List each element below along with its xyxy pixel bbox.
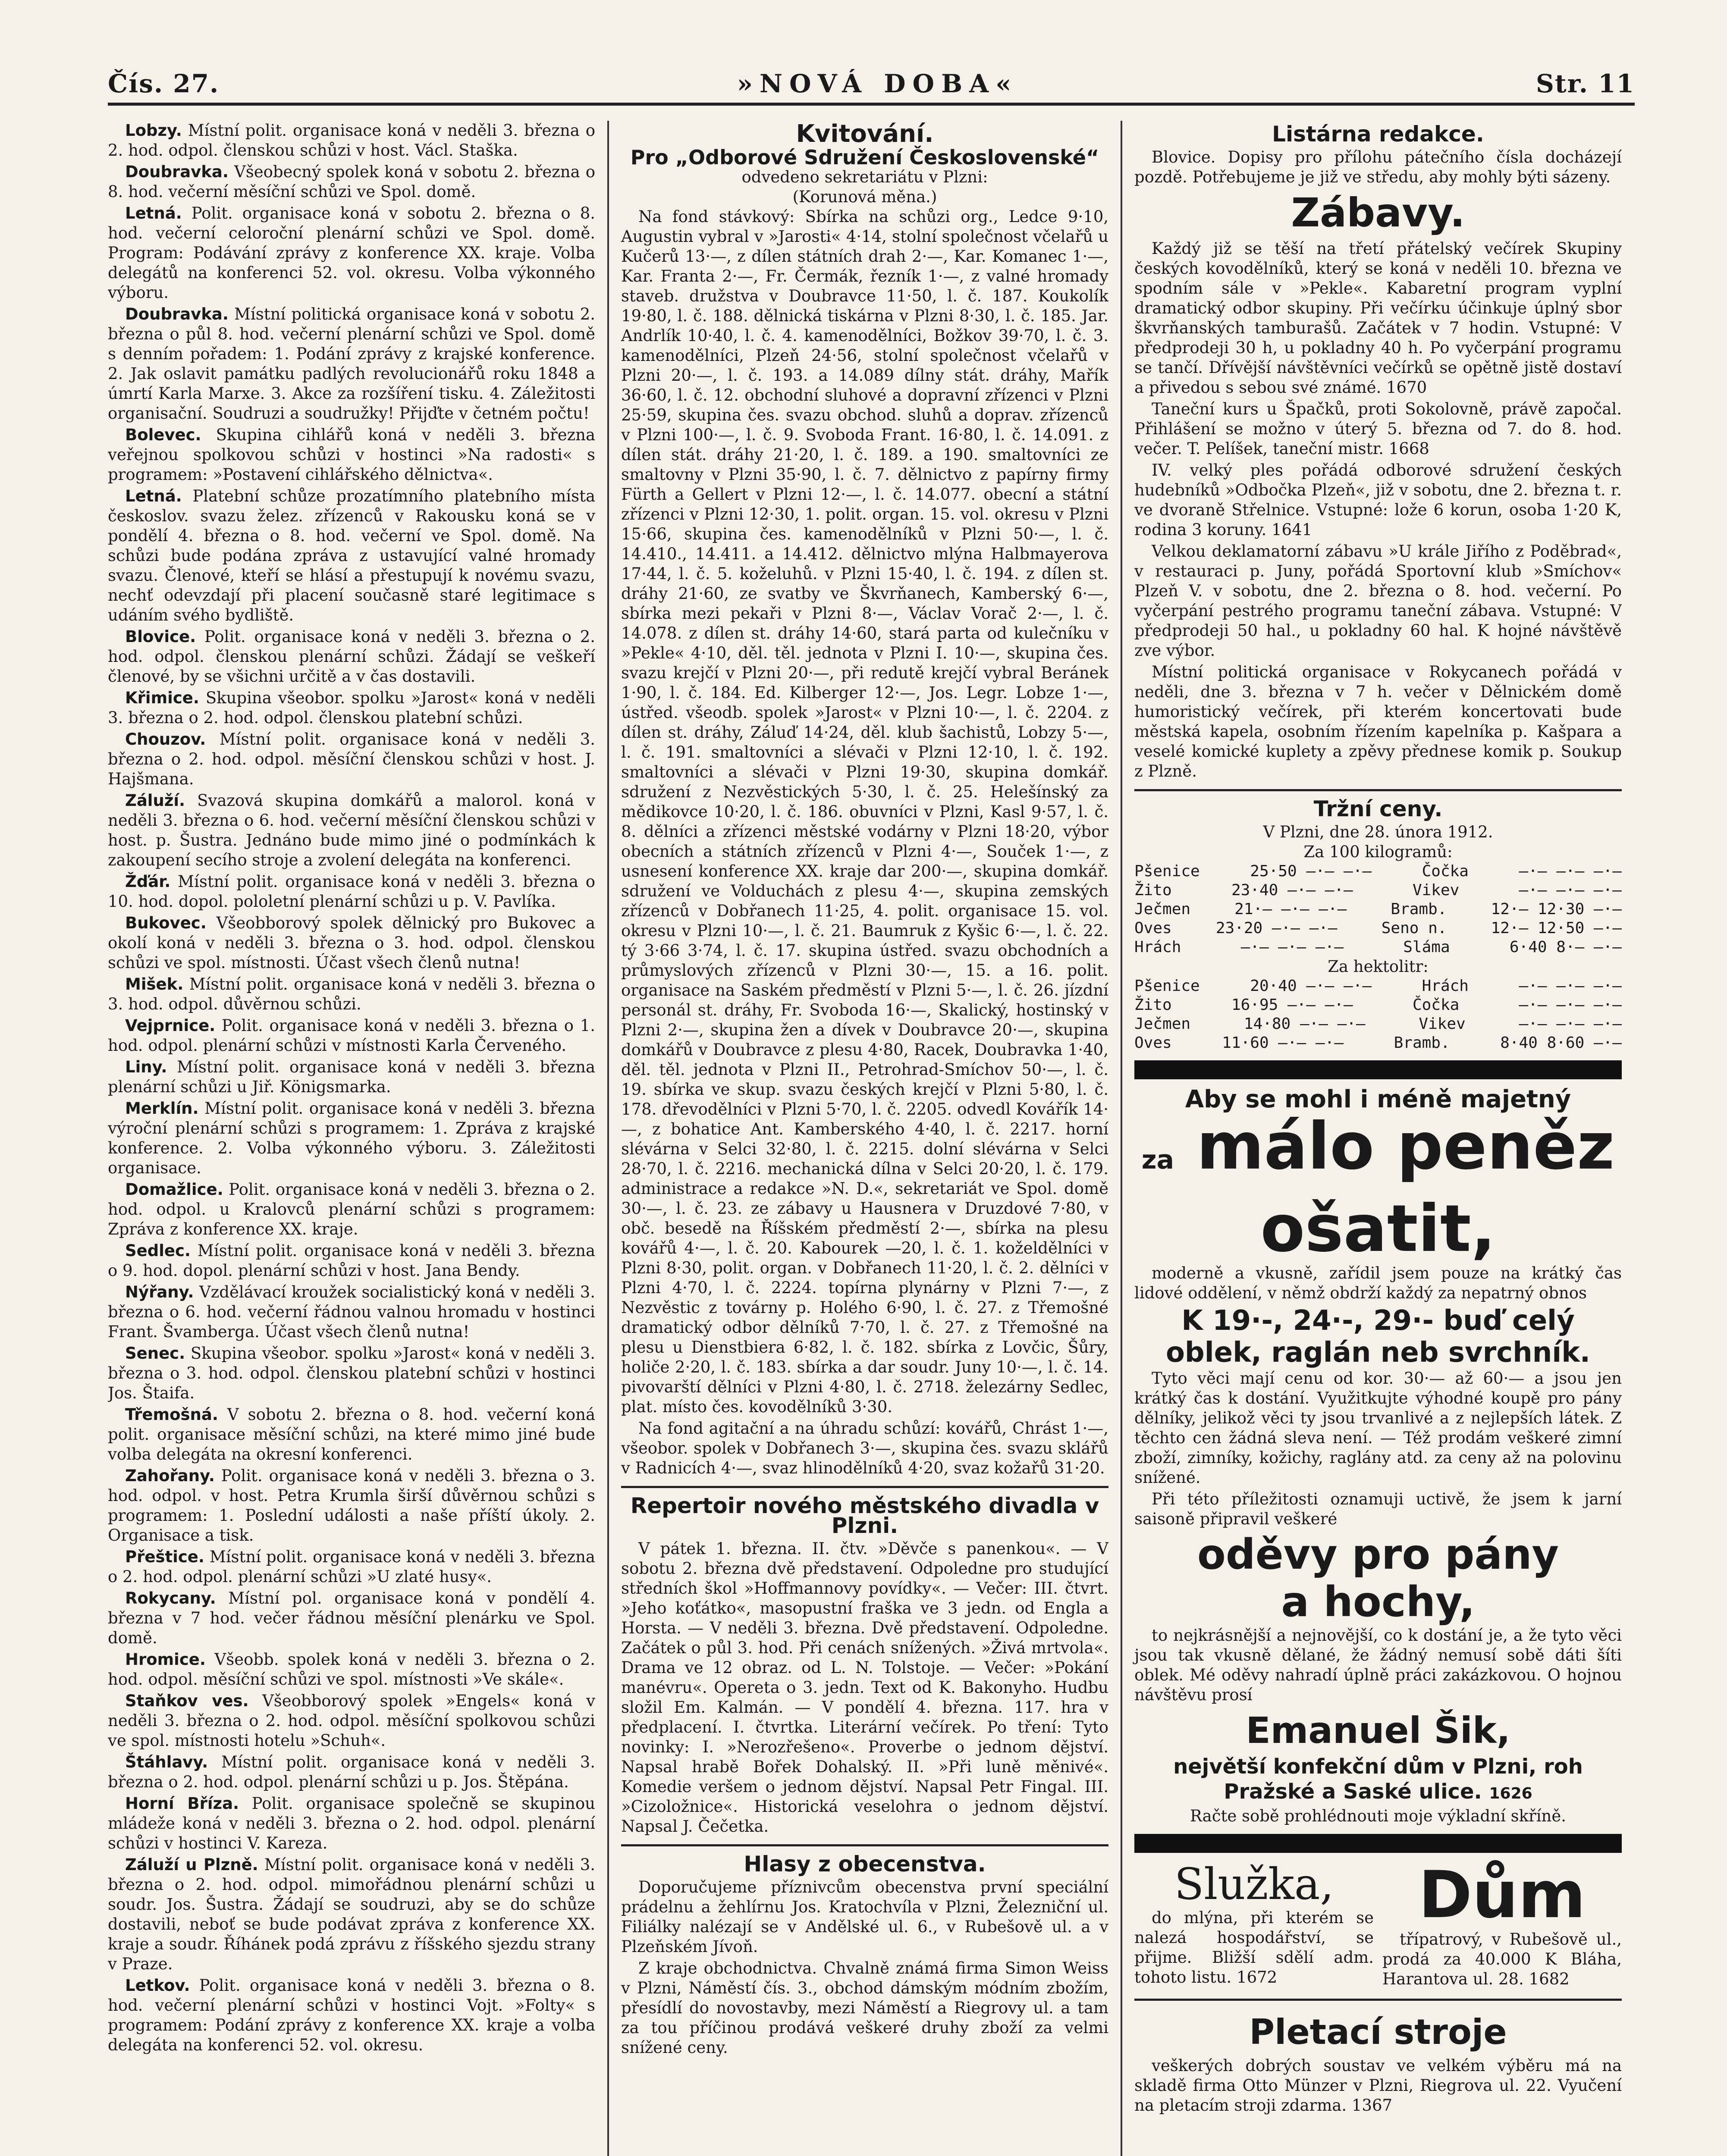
entertainment-recital: Velkou deklamatorní zábavu »U krále Jiřího z Poděbrad«, v restauraci p. Juny, pořádá Sportovní klub »Smíchov« Plzeň V. v sobotu, dne 2. března o 8. hod. večerní. Po vyčerpání pestrého programu taneční zábava. Vstupné: V předprodeji 50 hal., u pokladny 60 hal. K hojné návštěvě zve výbor. (1134, 542, 1622, 660)
ad-number: 1626 (1489, 1785, 1532, 1802)
divider (621, 1844, 1108, 1846)
market-commodity: Pšenice (1134, 977, 1200, 995)
market-price: 23·20 —·— —·— (1215, 919, 1338, 937)
notice-place: Rokycany. (125, 1589, 216, 1608)
notice-place: Blovice. (125, 627, 196, 646)
market-commodity: Hrách (1134, 938, 1181, 956)
market-row (1134, 1015, 1622, 1034)
market-price: —·— —·— —·— (1519, 977, 1622, 995)
meeting-notice (108, 1282, 595, 1342)
market-commodity: Žito (1134, 996, 1172, 1014)
market-price: 23·40 —·— —·— (1231, 881, 1353, 899)
issue-number: Čís. 27. (108, 69, 220, 98)
ad-shop-line (1134, 1754, 1622, 1806)
meeting-notice (108, 1344, 595, 1403)
meeting-notice (108, 913, 595, 973)
meeting-notice (108, 1241, 595, 1281)
notice-text: V sobotu 2. března o 8. hod. večerní koná polit. organisace měsíční schůzi, na které mimo jiné bude volba delegáta na okresní konferenci. (108, 1405, 595, 1463)
market-commodity: Sláma (1403, 938, 1450, 956)
divider (1134, 1999, 1622, 2001)
notice-place: Přeštice. (125, 1548, 204, 1566)
market-table-hl (1134, 977, 1622, 1053)
meeting-notice (108, 304, 595, 423)
notice-text: Všeobborový spolek dělnický pro Bukovec a okolí koná v neděli 3. března o 3. hod. odpol. členskou schůzi ve spol. místnosti. Účast všech členů nutna! (108, 914, 595, 972)
market-price: 25·50 —·— —·— (1250, 862, 1372, 880)
market-table-kg (1134, 862, 1622, 957)
market-price: —·— —·— —·— (1519, 881, 1622, 899)
house-title: Dům (1418, 1858, 1586, 1933)
notice-place: Štáhlavy. (125, 1753, 208, 1771)
receipt-subtitle-2: odvedeno sekretariátu v Plzni: (741, 168, 988, 186)
ad-line-2-prefix: za (1141, 1145, 1174, 1175)
meeting-notice (108, 1855, 595, 1974)
market-unit-hl: Za hektolitr: (1328, 957, 1429, 976)
notice-text: Polit. organisace koná v neděli 3. března o 2. hod. odpol. členskou plenární schůzi. Žádají se veškeří členové, by se všichni určitě a v čas dostavili. (108, 627, 595, 686)
notice-place: Třemošná. (125, 1405, 218, 1424)
notice-text: Místní polit. organisace koná v neděli 3. března o 2. hod. odpol. plenární schůzi u p. Jos. Štěpána. (108, 1753, 595, 1791)
market-price: —·— —·— —·— (1519, 862, 1622, 880)
page-number: Str. 11 (1535, 69, 1635, 98)
ad-items: oblek, raglán neb svrchník. (1165, 1337, 1591, 1369)
meeting-notice (108, 627, 595, 686)
editorial-text: Blovice. Dopisy pro přílohu pátečního čísla docházejí pozdě. Potřebujeme je již ve středu, aby mohly býti sázeny. (1134, 148, 1622, 186)
meeting-notice (108, 1016, 595, 1056)
notice-text: Místní polit. organisace koná v neděli 3. března výroční plenární schůzi s programem: 1. Zpráva z krajské konference. 2. Volba výkonného výboru. 3. Záležitosti organisace. (108, 1099, 595, 1177)
meeting-notice (108, 872, 595, 912)
ad-merchant-name: Emanuel Šik, (1246, 1709, 1510, 1752)
meeting-notice (108, 975, 595, 1014)
notice-text: Místní polit. organisace koná v neděli 3. března o 2. hod. odpol. mimořádnou plenární schůzi u soudr. Jos. Šustra. Žádají se soudruzi, aby se do schůze dostavili, neboť se bude podávat zpráva z konference XX. kraje a soudr. Říhánek podá zprávu z říšského sjezdu strany v Praze. (108, 1855, 595, 1973)
notice-text: Místní polit. organisace koná v neděli 3. března plenární schůzi u Jiř. Königsmarka. (108, 1058, 595, 1096)
notice-place: Letná. (125, 487, 182, 505)
notice-text: Místní politická organisace koná v sobotu 2. března o půl 8. hod. večerní plenární schůzi ve Spol. domě s denním pořadem: 1. Podání zprávy z krajské konference. 2. Jak oslavit památku padlých revolucionářů roku 1848 a úmrtí Karla Marxe. 3. Akce za rozšíření tisku. 4. Záležitosti organisační. Soudruzi a soudružky! Přijďte v četném počtu! (108, 305, 595, 423)
notice-place: Bolevec. (125, 426, 201, 444)
market-commodity: Čočka (1422, 862, 1469, 880)
meeting-notice (108, 162, 595, 202)
ad-line-3: ošatit, (1260, 1191, 1496, 1266)
notice-place: Doubravka. (125, 163, 229, 181)
notice-text: Všeobborový spolek »Engels« koná v neděli 3. března o 2. hod. odpol. měsíční spolkovou schůzi ve spol. místnosti hotelu »Schuh«. (108, 1692, 595, 1750)
notice-place: Letkov. (125, 1976, 190, 1995)
notice-place: Záluží. (125, 791, 185, 810)
notice-place: Doubravka. (125, 305, 229, 323)
market-price: —·— —·— —·— (1519, 996, 1622, 1014)
theatre-text: V pátek 1. března. II. čtv. »Děvče s panenkou«. — V sobotu 2. března dvě představení. Odpoledne pro studující středních škol »Hoffmannovy povídky«. — Večer: III. čtvrt. »Jeho koťátko«, masopustní fraška ve 3 jedn. od Engla a Horsta. — V neděli 3. března. Dvě představení. Odpoledne. Začátek o půl 3. hod. Při cenách snížených. »Živá mrtvola«. Drama ve 12 obraz. od L. N. Tolstoje. — Večer: »Pokání manévru«. Opereta o 3. jedn. Text od K. Bakonyho. Hudbu složil Em. Kalmán. — V pondělí 4. března. 117. hra v předplacení. I. čtvrtka. Literární večírek. Po tření: Tyto novinky: I. »Nerozřešeno«. Proverbe o jednom dějství. Napsal hrabě Bořek Dohalský. II. »Při luně měnivé«. Komedie veršem o jednom dějství. Napsal Petr Fingal. III. »Cizoložnice«. Historická veselohra o jednom dějství. Napsal J. Čečetka. (621, 1539, 1108, 1836)
market-row (1134, 1034, 1622, 1053)
meeting-notice (108, 121, 595, 160)
market-price: —·— —·— —·— (1240, 938, 1344, 956)
voices-laundry: Doporučujeme příznivcům obecenstva první speciální prádelnu a žehlírnu Jos. Kratochvíla v Plzni, Železniční ul. Filiálky nalézají se v Andělské ul. 6., v Rubešově ul. a v Plzeňském Jívoň. (621, 1878, 1108, 1956)
market-price: —·— —·— —·— (1519, 1015, 1622, 1033)
theatre-title: Repertoir nového městského divadla v Plzni. (630, 1493, 1099, 1538)
market-row (1134, 996, 1622, 1015)
column-ads (1121, 121, 1622, 2156)
market-price: 8·40 8·60 —·— (1500, 1034, 1622, 1052)
notice-text: Skupina všeobor. spolku »Jarost« koná v neděli 3. března o 2. hod. odpol. členskou platební schůzi. (108, 689, 595, 727)
receipt-agitation-fund: Na fond agitační a na úhradu schůzí: kovářů, Chrást 1·—, všeobor. spolek v Dobřanech 3·—, skupina čes. svazu sklářů v Radnicích 4·—, svaz hlinodělníků 4·20, svaz kožařů 31·20. (621, 1419, 1108, 1477)
maid-title: Služka, (1174, 1859, 1334, 1909)
divider (621, 1486, 1108, 1488)
page-header (108, 69, 1635, 106)
ad-bar (1134, 1060, 1622, 1079)
notice-place: Záluží u Plzně. (125, 1855, 258, 1874)
market-unit-kg: Za 100 kilogramů: (1303, 843, 1453, 861)
voices-title: Hlasy z obecenstva. (744, 1852, 986, 1877)
notice-text: Polit. organisace společně se skupinou mládeže koná v neděli 3. března o 2. hod. odpol. plenární schůzi v hostinci V. Kareza. (108, 1794, 595, 1852)
ad-big-1: oděvy pro pány (1197, 1530, 1559, 1579)
market-commodity: Žito (1134, 881, 1172, 899)
market-price: 6·40 8·— —·— (1509, 938, 1622, 956)
market-commodity: Seno n. (1381, 919, 1447, 937)
notice-text: Polit. organisace koná v sobotu 2. března o 8. hod. večerní celoroční plenární schůzi ve Spol. domě. Program: Podávání zprávy z konference XX. kraje. Volba delegátů na konferenci 52. vol. okresu. Volba výkonného výboru. (108, 204, 595, 302)
meeting-notice (108, 1180, 595, 1239)
notice-place: Chouzov. (125, 730, 206, 749)
market-price: 20·40 —·— —·— (1250, 977, 1372, 995)
meeting-notice (108, 1589, 595, 1648)
classified-maid (1134, 1861, 1374, 1991)
meeting-notice (108, 1099, 595, 1178)
market-row (1134, 881, 1622, 900)
receipt-title: Kvitování. (796, 121, 934, 148)
notice-text: Polit. organisace koná v neděli 3. března o 3. hod. odpol. v host. Petra Krumla širší důvěrnou schůzi s programem: 1. Poslední události a naše příští úkoly. 2. Organisace a tisk. (108, 1467, 595, 1545)
notice-text: Svazová skupina domkářů a malorol. koná v neděli 3. března o 6. hod. večerní měsíční členskou schůzi v host. p. Šustra. Jednáno bude mimo jiné o podmínkách k zakoupení secího stroje a zvolení delegáta na konferenci. (108, 791, 595, 869)
notice-text: Místní polit. organisace koná v neděli 3. března o 2. hod. odpol. členskou schůzi v host. Václ. Staška. (108, 121, 595, 160)
meeting-notice (108, 1691, 595, 1751)
ad-line-2-main: málo peněz (1196, 1109, 1615, 1184)
notice-text: Polit. organisace koná v neděli 3. března o 1. hod. odpol. plenární schůzi v místnosti Karla Červeného. (108, 1016, 595, 1055)
columns (108, 121, 1635, 2156)
divider (1134, 789, 1622, 791)
notice-text: Místní pol. organisace koná v pondělí 4. března v 7 hod. večer řádnou měsíční plenárku ve Spol. domě. (108, 1589, 595, 1647)
market-row (1134, 919, 1622, 938)
market-price: 12·— 12·50 —·— (1491, 919, 1622, 937)
market-price: 12·— 12·30 —·— (1491, 900, 1622, 918)
notice-text: Místní polit. organisace koná v neděli 3. března o 2. hod. odpol. měsíční členskou schůzi v host. J. Hajšmana. (108, 730, 595, 788)
market-commodity: Oves (1134, 1034, 1172, 1052)
market-title: Tržní ceny. (1313, 796, 1443, 821)
receipt-subtitle-3: (Korunová měna.) (792, 188, 937, 206)
meeting-notice (108, 1466, 595, 1545)
ad-shop: největší konfekční dům v Plzni, roh Pražské a Saské ulice. (1173, 1755, 1583, 1804)
notice-text: Polit. organisace koná v neděli 3. března o 8. hod. večerní plenární schůzi v hostinci Vojt. »Folty« s programem: Podání zprávy z konference XX. kraje a volba delegáta na konferenci 52. vol. okresu. (108, 1976, 595, 2054)
ad-bar (1134, 1834, 1622, 1853)
notice-place: Bukovec. (125, 914, 207, 932)
receipt-subtitle: Pro „Odborové Sdružení Československé“ (630, 146, 1099, 169)
market-commodity: Pšenice (1134, 862, 1200, 880)
meeting-notice (108, 730, 595, 789)
market-row (1134, 900, 1622, 919)
entertainment-evening: Každý již se těší na třetí přátelský večírek Skupiny českých kovodělníků, který se koná v neděli 10. března ve spodním sále v »Pekle«. Kabaretní program vyplní dramatický odbor skupiny. Při večírku účinkuje úplný sbor škvrňanských tamburašů. Začátek v 7 hodin. Vstupné: V předprodeji 30 h, u pokladny 40 h. Po vyčerpání programu se tančí. Dřívější návštěvníci večírků se opětně jistě dostaví a přivedou s sebou své známé. 1670 (1134, 239, 1622, 397)
ad-text-4: to nejkrásnější a nejnovější, co k dostání je, a že tyto věci jsou tak vkusně dělané, že žádný nemusí sobě dáti šíti oblek. Mé oděvy nahradí úplně práci zakázkovou. O hojnou návštěvu prosí (1134, 1626, 1622, 1704)
notice-text: Skupina cihlářů koná v neděli 3. března veřejnou spolkovou schůzi v hostinci »Na radosti« s programem: »Postavení cihlářského dělnictva«. (108, 426, 595, 484)
entertainment-dance-course: Taneční kurs u Špačků, proti Sokolovně, právě započal. Přihlášení se možno v úterý 5. března od 7. do 8. hod. večer. T. Pelíšek, taneční mistr. 1668 (1134, 400, 1622, 458)
ad-text-3: Při této příležitosti oznamuji uctivě, že jsem k jarní saisoně připravil veškeré (1134, 1490, 1622, 1528)
notice-place: Staňkov ves. (125, 1692, 249, 1710)
market-price: 21·— —·— —·— (1234, 900, 1347, 918)
market-price: 11·60 —·— —·— (1222, 1034, 1344, 1052)
meeting-notice (108, 1976, 595, 2055)
notice-text: Všeobecný spolek koná v sobotu 2. března o 8. hod. večerní měsíční schůzi ve Spol. domě. (108, 163, 595, 201)
meeting-notice (108, 1405, 595, 1464)
notice-place: Sedlec. (125, 1241, 191, 1260)
meeting-notice (108, 1794, 595, 1853)
editorial-title: Listárna redakce. (1272, 122, 1484, 147)
meeting-notice (108, 425, 595, 485)
notice-place: Mišek. (125, 975, 184, 993)
notice-place: Hromice. (125, 1650, 206, 1669)
notice-place: Vejprnice. (125, 1016, 216, 1035)
notice-place: Žďár. (125, 872, 171, 891)
ad-footer: Račte sobě prohlédnouti moje výkladní skříně. (1190, 1807, 1567, 1825)
market-commodity: Bramb. (1391, 900, 1447, 918)
market-row (1134, 938, 1622, 957)
notice-place: Domažlice. (125, 1180, 223, 1199)
market-commodity: Ječmen (1134, 900, 1191, 918)
notice-place: Křimice. (125, 689, 199, 707)
market-price: 14·80 —·— —·— (1243, 1015, 1366, 1033)
meeting-notice (108, 1547, 595, 1587)
notice-place: Nýřany. (125, 1283, 194, 1301)
meeting-notice (108, 688, 595, 728)
notice-text: Skupina všeobor. spolku »Jarost« koná v neděli 3. března o 3. hod. odpol. členskou platební schůzi v hostinci Jos. Štaifa. (108, 1344, 595, 1402)
notice-place: Senec. (125, 1344, 185, 1363)
notice-text: Polit. organisace koná v neděli 3. března o 2. hod. odpol. u Kralovců plenární schůzi s programem: Zpráva z konference XX. kraje. (108, 1180, 595, 1238)
meeting-notice (108, 1752, 595, 1792)
notice-text: Vzdělávací kroužek socialistický koná v neděli 3. března o 6. hod. večerní řádnou valnou hromadu v hostinci Frant. Švamberga. Účast všech členů nutna! (108, 1283, 595, 1341)
maid-text: do mlýna, při kterém se nalezá hospodářství, se přijme. Bližší sdělí adm. tohoto listu. 1672 (1134, 1908, 1374, 1987)
ad-prices: K 19·-, 24·-, 29·- buď celý (1181, 1305, 1575, 1337)
notice-text: Místní polit. organisace koná v neděli 3. března o 9. hod. dopol. plenární schůzi v host. Jana Bendy. (108, 1241, 595, 1280)
masthead-title: »NOVÁ DOBA« (737, 69, 1018, 98)
meeting-notice (108, 486, 595, 625)
notice-place: Lobzy. (125, 121, 182, 140)
meeting-notice (108, 1650, 595, 1689)
voices-store: Z kraje obchodnictva. Chvalně známá firma Simon Weiss v Plzni, Náměstí čís. 3., obchod dámským módním zbožím, přesídlí do novostavby, mezi Náměstí a Riegrovy ul. a tam za tou příčinou prodává veškeré druhy zboží za velmi snížené ceny. (621, 1959, 1108, 2057)
notice-place: Liny. (125, 1058, 167, 1076)
column-receipts (607, 121, 1108, 2156)
market-commodity: Vikev (1412, 881, 1460, 899)
notice-place: Merklín. (125, 1099, 199, 1118)
meeting-notice (108, 791, 595, 870)
market-commodity: Ječmen (1134, 1015, 1191, 1033)
column-meetings (108, 121, 595, 2156)
market-price: 16·95 —·— —·— (1231, 996, 1353, 1014)
meeting-notice (108, 1057, 595, 1097)
knitting-text: veškerých dobrých soustav ve velkém výběru má na skladě firma Otto Münzer v Plzni, Riegrova ul. 22. Vyučení na pletacím stroji zdarma. 1367 (1134, 2056, 1622, 2115)
knitting-title: Pletací stroje (1249, 2012, 1507, 2052)
notice-text: Platební schůze prozatímního platebního místa českoslov. svazu želez. zřízenců v Rakousku koná se v pondělí 4. března o 8. hod. večerní ve Spol. domě. Na schůzi bude podána zpráva z ustavující valné hromady svazu. Členové, kteří se hlásí a přestupují k novému svazu, nechť odevzdají při placení současně staré legitimace s udáním svého bydliště. (108, 487, 595, 624)
market-commodity: Vikev (1419, 1015, 1466, 1033)
notice-place: Letná. (125, 204, 182, 222)
ad-line-2 (1134, 1109, 1622, 1194)
newspaper-page (108, 69, 1635, 2156)
market-commodity: Hrách (1422, 977, 1469, 995)
ad-line-1: Aby se mohl i méně majetný (1185, 1085, 1571, 1113)
classifieds-row (1134, 1858, 1622, 1991)
ad-text-2: Tyto věci mají cenu od kor. 30·— až 60·— a jsou jen krátký čas k dostání. Využitkujte výhodné koupě pro pány dělníky, jelikož věci ty jsou trvanlivé a z nejlepších látek. Z těchto cen žádná sleva není. — Též prodám veškeré zimní zboží, zimníky, kožichy, raglány atd. za ceny až na polovinu snížené. (1134, 1369, 1622, 1487)
house-text: třípatrový, v Rubešově ul., prodá za 40.000 K Bláha, Harantova ul. 28. 1682 (1382, 1930, 1622, 1988)
entertainment-ball: IV. velký ples pořádá odborové sdružení českých hudebníků »Odbočka Plzeň«, již v sobotu, dne 2. března t. r. ve dvoraně Střelnice. Vstupné: lože 6 korun, osoba 1·20 K, rodina 3 koruny. 1641 (1134, 461, 1622, 539)
market-commodity: Čočka (1412, 996, 1460, 1014)
notice-text: Místní polit. organisace koná v neděli 3. března o 2. hod. odpol. plenární schůzi »U zlaté husy«. (108, 1548, 595, 1586)
ad-big-2: a hochy, (1281, 1578, 1475, 1626)
market-row (1134, 862, 1622, 881)
notice-place: Horní Bříza. (125, 1794, 239, 1813)
market-commodity: Bramb. (1394, 1034, 1450, 1052)
ad-text-1: moderně a vkusně, zařídil jsem pouze na krátký čas lidové oddělení, v němž obdrží každý za nepatrný obnos (1134, 1264, 1622, 1302)
entertainment-title: Zábavy. (1291, 190, 1465, 236)
entertainment-humor-evening: Místní politická organisace v Rokycanech pořádá v neděli, dne 3. března v 7 h. večer v Dělnickém domě humoristický večírek, při kterém koncertovati bude městská kapela, osobním řízením kapelníka p. Kašpara a veselé komické kuplety a zpěvy přednese komik p. Soukup z Plzně. (1134, 663, 1622, 780)
market-row (1134, 977, 1622, 996)
notice-text: Místní polit. organisace koná v neděli 3. března o 10. hod. dopol. pololetní plenární schůzi u p. V. Pavlíka. (108, 872, 595, 911)
meeting-notice (108, 204, 595, 303)
receipt-strike-fund: Na fond stávkový: Sbírka na schůzi org., Ledce 9·10, Augustin vybral v »Jarosti« 4·14, stolní společnost včelařů u Kučerů 13·—, z dílen státních drah 2·—, Kar. Komanec 1·—, Kar. Franta 2·—, Fr. Čermák, řezník 1·—, z valné hromady staveb. družstva v Doubravce 11·50, l. č. 187. Koukolík 19·80, l. č. 188. dělnická tiskárna v Plzni 8·30, l. č. 185. Jar. Andrlík 10·40, l. č. 4. kamenodělníci, Božkov 39·70, l. č. 3. kamenodělníci, Plzeň 24·56, stolní společnost včelařů v Plzni 20·—, l. č. 193. a 14.089 dílny stát. dráhy, Mařík 36·60, l. č. 12. obchodní sluhové a dopravní zřízenci v Plzni 25·59, skupina čes. svazu obchod. sluhů a doprav. zřízenců v Plzni 100·—, l. č. 9. Svoboda Frant. 16·80, l. č. 14.091. z dílen stát. dráhy 21·20, l. č. 189. a 190. smaltovníci ze smaltovny v Plzni 35·90, l. č. 7. dělnictvo z papírny firmy Fürth a Gellert v Plzni 12·—, l. č. 14.077. obecní a státní zřízenci v Plzni 12·30, 1. polit. organ. 15. vol. okresu v Plzni 15·66, skupina čes. kamenodělníků v Plzni 50·—, l. č. 14.410., 14.411. a 14.412. dělnictvo mlýna Halbmayerova 17·44, l. č. 5. koželuhů. v Plzni 15·40, l. č. 194. z dílen st. dráhy 21·60, ze svatby ve Škvrňanech, Kamberský 6·—, sbírka mezi pekaři v Plzni 8·—, Václav Vorač 2·—, l. č. 14.078. z dílen st. dráhy 14·60, stará parta od kulečníku v »Pekle« 4·10, děl. těl. jednota v Plzni I. 10·—, skupina čes. svazu krejčí v Plzni 20·—, při redutě krejčí vybral Beránek 1·90, l. č. 184. Ed. Kilberger 12·—, Jos. Legr. Lobze 1·—, ústřed. všeodb. spolek »Jarost« v Plzni 10·—, l. č. 2204. z dílen st. dráhy, Záluď 14·24, děl. klub šachistů, Lobzy 5·—, l. č. 191. smaltovníci a slévači v Plzni 12·10, l. č. 192. smaltovníci a slévači v Plzni 19·30, skupina domkář. sdružení z Nezvěstických 5·30, l. č. 25. Helešínský za mědikovce 10·20, l. č. 186. obuvníci v Plzni, Kasl 9·57, l. č. 8. dělníci a zřízenci městské vodárny v Plzni 18·20, výbor obecních a státních zřízenců v Plzni 4·—, Souček 1·—, z usnesení konference XX. kraje dar 200·—, skupina domkář. sdružení ve Volduchách z plesu 4·—, skupina zemských zřízenců v Dobřanech 11·25, 4. polit. organisace 15. vol. okresu v Plzni 10·—, l. č. 21. Baumruk z Kyšic 6·—, l. č. 22. tý 3·66 3·74, l. č. 17. skupina ústřed. svazu obchodních a průmyslových zřízenců v Plzni 30·—, 15. a 16. polit. organisace na Saském předměstí v Plzni 5·—, l. č. 26. jízdní personál st. dráhy, Fr. Svoboda 16·—, Skalický, hostinský v Plzni 2·—, skupina žen a dívek v Doubravce 20·—, skupina domkářů v Doubravce z plesu 4·80, Racek, Doubravka 1·40, děl. těl. jednota v Plzni II., Petrohrad-Smíchov 50·—, l. č. 19. sbírka ve skup. svazu českých krejčí v Plzni 5·80, l. č. 178. dřevodělníci v Plzni 5·70, l. č. 2205. odvedl Kovářík 14·—, z bohatice Ant. Kamberského 4·40, l. č. 2217. horní slévárna v Selci 32·80, l. č. 2215. dolní slévárna v Selci 28·70, l. č. 2216. mechanická dílna v Selci 20·20, l. č. 179. administrace a redakce »N. D.«, sekretariát ve Spol. domě 30·—, l. č. 23. ze zábavy u Hausnera v Druzdové 7·80, v obč. besedě na Říšském předměstí 2·—, sbírka na plesu kovářů 4·—, l. č. 20. Kabourek —20, l. č. 1. koželdělníci v Plzni 8·30, polit. organ. v Dobřanech 11·20, l. č. 2. dělníci v Plzni 4·70, l. č. 2224. topírna plynárny v Plzni 7·—, z Nezvěstic z továrny p. Holého 6·90, l. č. 27. z Třemošné dramatický odbor dělníků 7·70, l. č. 27. z Třemošné na plesu u Dienstbiera 6·82, l. č. 182. sbírka z Lovčic, Šůry, holiče 2·20, l. č. 183. sbírka a dar soudr. Juny 10·—, l. č. 14. pivovarští dělníci v Plzni 4·80, l. č. 2718. železárny Sedlec, plat. místo čes. kovodělníků 3·30. (621, 207, 1108, 1416)
notice-text: Místní polit. organisace koná v neděli 3. března o 3. hod. odpol. důvěrnou schůzi. (108, 975, 595, 1013)
notice-place: Zahořany. (125, 1467, 215, 1485)
market-date: V Plzni, dne 28. února 1912. (1263, 823, 1493, 841)
notice-text: Všeobb. spolek koná v neděli 3. března o 2. hod. odpol. měsíční schůzi ve spol. místnosti »Ve skále«. (108, 1650, 595, 1689)
market-commodity: Oves (1134, 919, 1172, 937)
classified-house (1382, 1858, 1622, 1991)
